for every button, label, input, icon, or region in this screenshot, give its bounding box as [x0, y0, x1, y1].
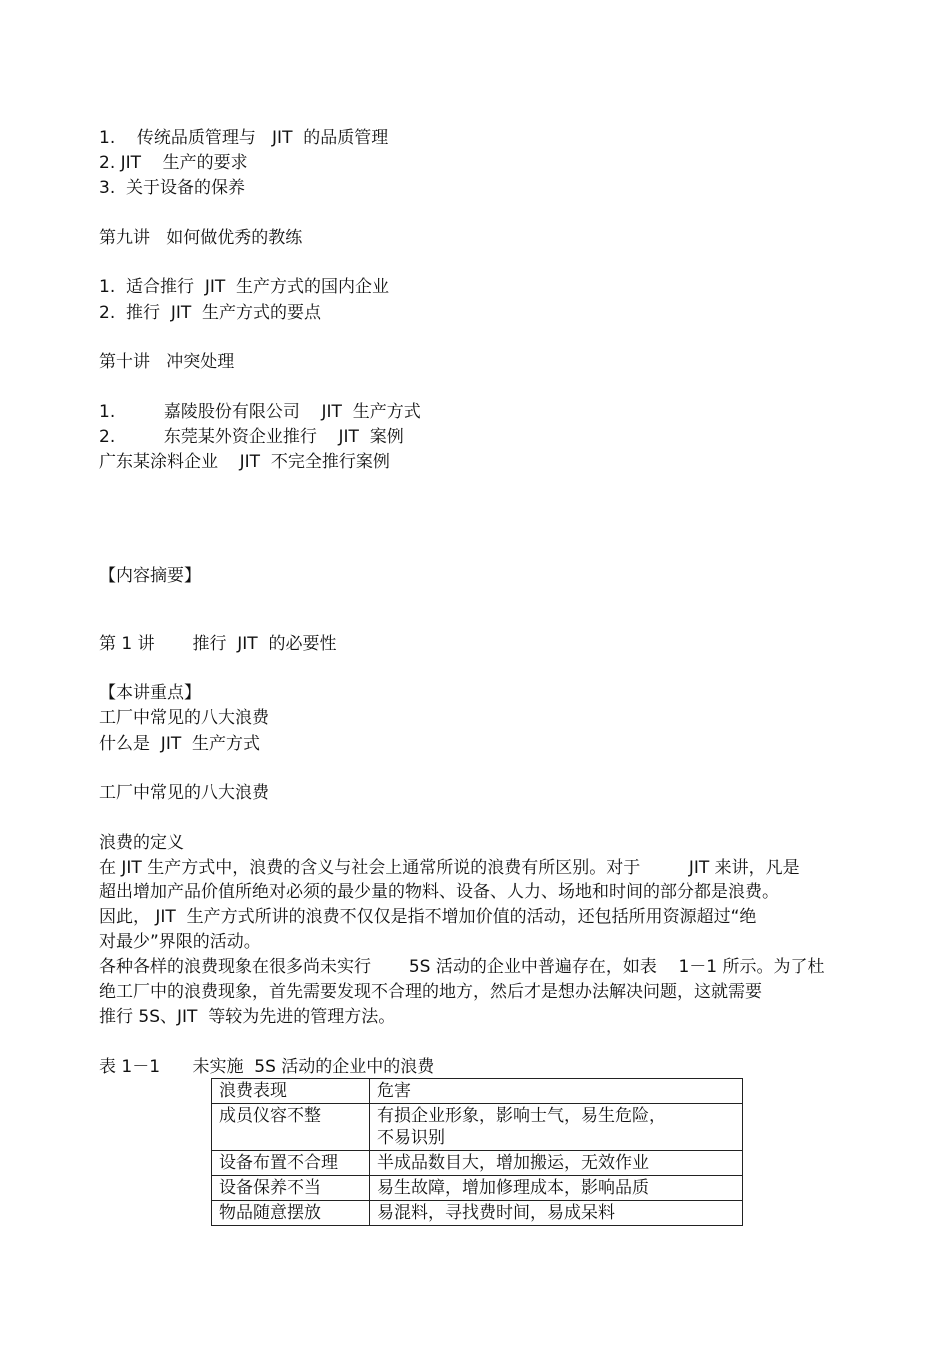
focus-item: 什么是 JIT 生产方式 — [99, 734, 261, 754]
toc-item: 2. 推行 JIT 生产方式的要点 — [99, 303, 322, 323]
body-line: 各种各样的浪费现象在很多尚未实行 5S 活动的企业中普遍存在，如表 1－1 所示。为了杜 — [99, 957, 825, 977]
table-cell: 设备保养不当 — [212, 1176, 370, 1201]
table-cell: 易混料，寻找费时间，易成呆料 — [370, 1201, 743, 1226]
body-line: 对最少”界限的活动。 — [99, 932, 261, 952]
table-cell: 有损企业形象，影响士气，易生危险，不易识别 — [370, 1104, 743, 1151]
summary-heading: 【内容摘要】 — [99, 566, 201, 586]
body-line: 超出增加产品价值所绝对必须的最少量的物料、设备、人力、场地和时间的部分都是浪费。 — [99, 882, 779, 902]
lecture-title: 第十讲 冲突处理 — [99, 352, 235, 372]
toc-item: 1. 适合推行 JIT 生产方式的国内企业 — [99, 277, 390, 297]
body-line: 在 JIT 生产方式中，浪费的含义与社会上通常所说的浪费有所区别。对于 JIT 来讲，凡是 — [99, 858, 800, 878]
definition-heading: 浪费的定义 — [99, 833, 184, 853]
table-row — [212, 1176, 743, 1201]
toc-item: 1. 嘉陵股份有限公司 JIT 生产方式 — [99, 402, 421, 422]
table-caption: 表 1－1 未实施 5S 活动的企业中的浪费 — [99, 1057, 435, 1077]
waste-table — [211, 1078, 743, 1226]
lecture-title: 第 1 讲 推行 JIT 的必要性 — [99, 634, 337, 654]
table-header-cell: 浪费表现 — [212, 1079, 370, 1104]
toc-item: 2. JIT 生产的要求 — [99, 153, 248, 173]
focus-heading: 【本讲重点】 — [99, 683, 201, 703]
focus-item: 工厂中常见的八大浪费 — [99, 708, 269, 728]
lecture-title: 第九讲 如何做优秀的教练 — [99, 228, 303, 248]
body-line: 绝工厂中的浪费现象，首先需要发现不合理的地方，然后才是想办法解决问题，这就需要 — [99, 982, 762, 1002]
table-header-row — [212, 1079, 743, 1104]
table-cell: 物品随意摆放 — [212, 1201, 370, 1226]
toc-item: 2. 东莞某外资企业推行 JIT 案例 — [99, 427, 404, 447]
toc-item: 3. 关于设备的保养 — [99, 178, 246, 198]
body-line: 推行 5S、JIT 等较为先进的管理方法。 — [99, 1007, 396, 1027]
body-line: 因此， JIT 生产方式所讲的浪费不仅仅是指不增加价值的活动，还包括所用资源超过“绝 — [99, 907, 757, 927]
table-row — [212, 1104, 743, 1151]
table-cell: 成员仪容不整 — [212, 1104, 370, 1151]
toc-item: 1. 传统品质管理与 JIT 的品质管理 — [99, 128, 389, 148]
table-cell: 设备布置不合理 — [212, 1151, 370, 1176]
toc-item: 广东某涂料企业 JIT 不完全推行案例 — [99, 452, 390, 472]
table-cell: 易生故障，增加修理成本，影响品质 — [370, 1176, 743, 1201]
section-heading: 工厂中常见的八大浪费 — [99, 783, 269, 803]
table-header-cell: 危害 — [370, 1079, 743, 1104]
table-row — [212, 1151, 743, 1176]
table-cell: 半成品数目大，增加搬运，无效作业 — [370, 1151, 743, 1176]
table-row — [212, 1201, 743, 1226]
